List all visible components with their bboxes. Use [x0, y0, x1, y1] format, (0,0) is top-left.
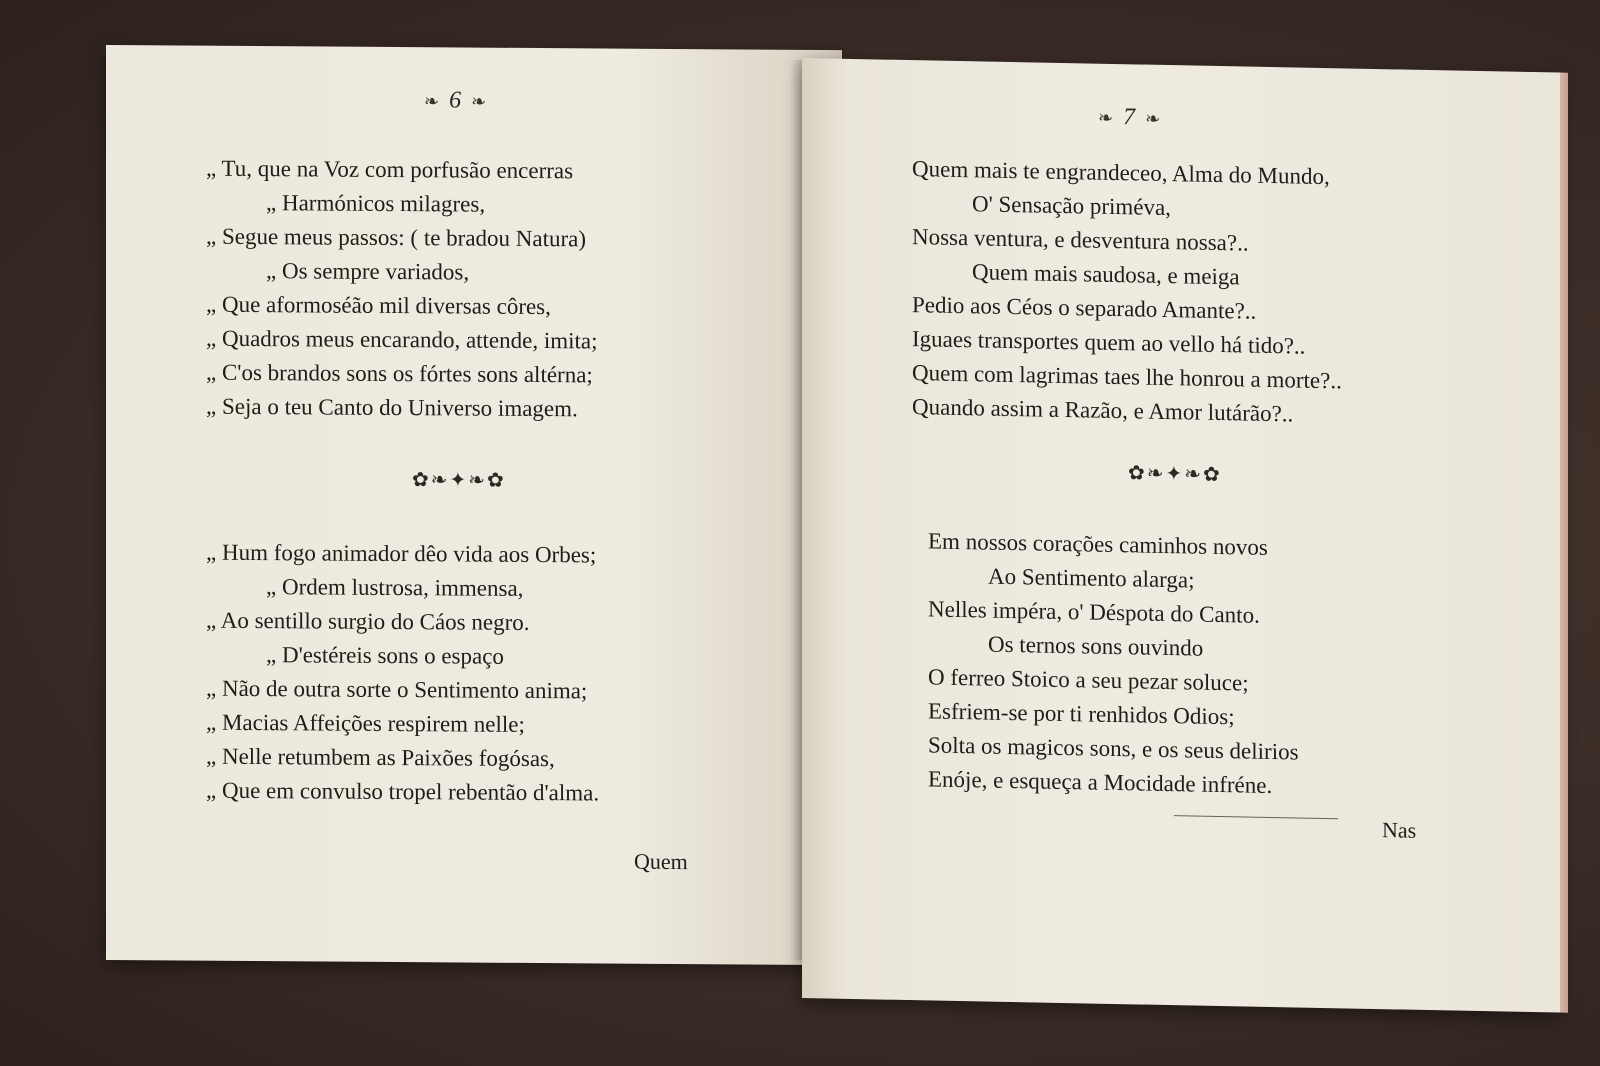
right-page [802, 58, 1560, 1013]
right-catchword: Nas [1382, 817, 1417, 843]
verse-line: O ferreo Stoico a seu pezar soluce; [928, 664, 1249, 696]
catchword-rule [1174, 815, 1338, 819]
left-page [106, 45, 842, 965]
right-page-number: 7 [1123, 104, 1138, 131]
folio-ornament-icon: ❧ [471, 91, 489, 112]
verse-line: „ C'os brandos sons os fórtes sons altérna; [206, 356, 598, 393]
verse-line: Pedio aos Céos o separado Amante?.. [912, 292, 1257, 324]
verse-line: Ao Sentimento alarga; [988, 563, 1195, 593]
folio-ornament-icon: ❧ [424, 91, 442, 112]
verse-line: „ Ordem lustrosa, immensa, [206, 570, 599, 607]
verse-line: Os ternos sons ouvindo [988, 631, 1204, 661]
verse-line: Iguaes transportes quem ao vello há tido?.. [912, 326, 1306, 359]
left-stanza-1 [206, 152, 598, 427]
verse-line: „ Nelle retumbem as Paixões fogósas, [206, 740, 599, 777]
left-stanza-2 [206, 536, 599, 811]
right-folio [1098, 104, 1162, 132]
verse-line: „ Que aformoséão mil diversas côres, [206, 288, 598, 325]
verse-line: Nelles impéra, o' Déspota do Canto. [928, 596, 1260, 628]
verse-line: „ Segue meus passos: ( te bradou Natura) [206, 220, 598, 257]
verse-line: O' Sensação priméva, [972, 191, 1171, 221]
verse-line: „ Quadros meus encarando, attende, imita; [206, 322, 598, 359]
verse-line: „ Seja o teu Canto do Universo imagem. [206, 390, 598, 427]
verse-line: Em nossos corações caminhos novos [928, 528, 1268, 560]
verse-line: Enóje, e esqueça a Mocidade infréne. [928, 766, 1273, 799]
right-stanza-2 [928, 524, 1299, 803]
verse-line: „ Não de outra sorte o Sentimento anima; [206, 672, 599, 709]
verse-line: „ Os sempre variados, [206, 254, 598, 291]
folio-ornament-icon: ❧ [1145, 108, 1163, 129]
verse-line: Esfriem-se por ti renhidos Odios; [928, 698, 1235, 730]
verse-line: „ Hum fogo animador dêo vida aos Orbes; [206, 536, 599, 573]
verse-line: „ Tu, que na Voz com porfusão encerras [206, 152, 598, 189]
verse-line: Quando assim a Razão, e Amor lutárão?.. [912, 394, 1294, 427]
page-edge [1560, 73, 1568, 1013]
verse-line: „ Que em convulso tropel rebentão d'alma. [206, 774, 599, 811]
verse-line: „ Harmónicos milagres, [206, 186, 598, 223]
verse-line: Quem mais saudosa, e meiga [972, 259, 1240, 290]
verse-line: Quem mais te engrandeceo, Alma do Mundo, [912, 156, 1330, 190]
verse-line: „ D'estéreis sons o espaço [206, 638, 599, 675]
right-stanza-1 [912, 152, 1342, 432]
verse-line: Nossa ventura, e desventura nossa?.. [912, 224, 1249, 256]
left-catchword: Quem [634, 848, 688, 875]
verse-line: Quem com lagrimas taes lhe honrou a morte?.. [912, 360, 1342, 394]
section-divider-ornament: ✿❧✦❧✿ [412, 469, 506, 492]
section-divider-ornament: ✿❧✦❧✿ [1128, 462, 1222, 487]
folio-ornament-icon: ❧ [1098, 107, 1116, 129]
verse-line: Solta os magicos sons, e os seus delirios [928, 732, 1299, 765]
left-folio [424, 87, 488, 114]
verse-line: „ Ao sentillo surgio do Cáos negro. [206, 604, 599, 641]
verse-line: „ Macias Affeições respirem nelle; [206, 706, 599, 743]
left-page-number: 6 [449, 87, 464, 114]
